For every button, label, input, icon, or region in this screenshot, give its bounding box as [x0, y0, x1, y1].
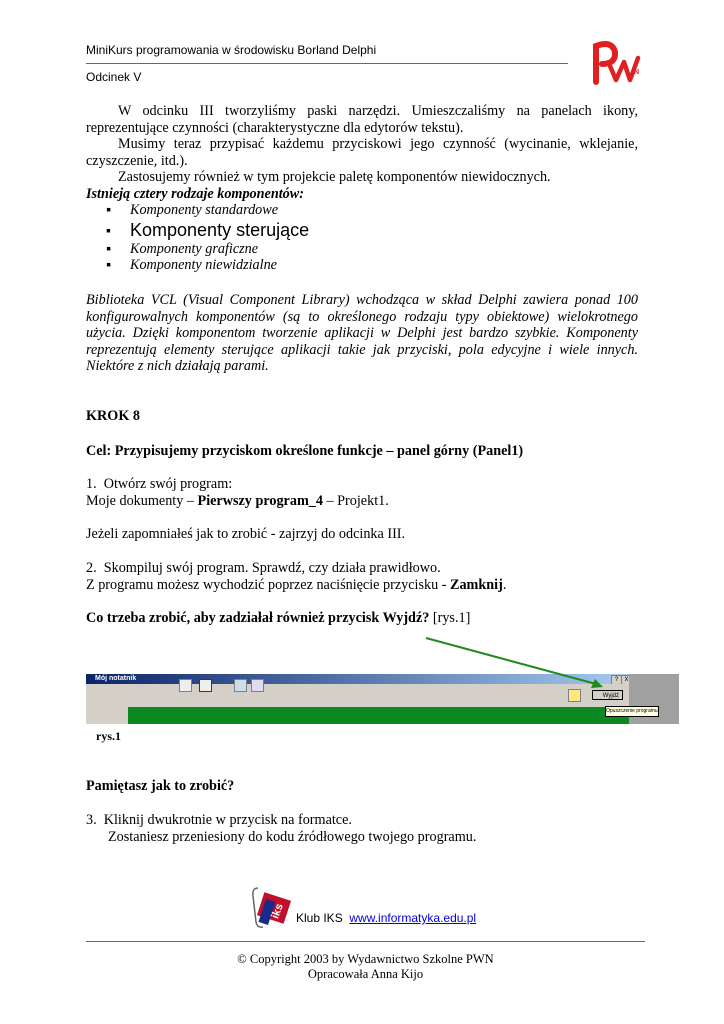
close-button[interactable]: X [621, 675, 632, 685]
pwn-logo [582, 38, 646, 88]
cut-icon[interactable] [234, 679, 247, 692]
vcl-paragraph: Biblioteka VCL (Visual Component Library) wchodząca w skład Delphi zawiera ponad 100 konfigurowalnych komponentów (są to określonego rodzaju typy obiektowe) wielokrotnego użycia. Dzięki komponentom tworzenie aplikacji w Delphi jest bardzo szybkie. Komponenty reprezentują elementy sterujące aplikacji takie jak przyciski, pola edycyjne i wiele innych. Niektóre z nich działają parami. [86, 292, 638, 374]
pointer-arrow [420, 632, 610, 692]
clear-icon[interactable] [251, 679, 264, 692]
green-panel [128, 707, 629, 724]
club-iks-logo [250, 882, 294, 932]
club-footer [296, 911, 476, 925]
list-item: ▪ Komponenty niewidzialne [86, 257, 638, 274]
list-item: ▪ Komponenty standardowe [86, 202, 638, 219]
step-goal: Cel: Przypisujemy przyciskom określone funkcje – panel górny (Panel1) [86, 443, 524, 459]
forgot-note: Jeżeli zapomniałeś jak to zrobić - zajrzyj do odcinka III. [86, 526, 406, 542]
club-url-link[interactable]: www.informatyka.edu.pl [349, 911, 477, 925]
item-number: 2. [86, 560, 97, 576]
course-title: MiniKurs programowania w środowisku Borland Delphi [86, 43, 377, 57]
project-path: Moje dokumenty – Pierwszy program_4 – Projekt1. [86, 492, 389, 509]
exit-button[interactable]: Wyjdź [592, 690, 623, 700]
header-divider [86, 63, 568, 64]
intro-paragraph-1: W odcinku III tworzyliśmy paski narzędzi. Umieszczaliśmy na panelach ikony, reprezentujące czynności (charakterystyczne dla edytorów tekstu). [86, 103, 638, 136]
step-item-1: 1. Otwórz swój program: [86, 476, 233, 492]
item-number: 3. [86, 812, 97, 828]
footer-divider [86, 941, 645, 942]
step-item-2: 2. Skompiluj swój program. Sprawdź, czy działa prawidłowo. [86, 560, 441, 576]
exit-question: Co trzeba zrobić, aby zadziałał również przycisk Wyjdź? [rys.1] [86, 610, 471, 626]
club-logo-text: iks [269, 901, 286, 921]
footer-credits [86, 952, 645, 982]
pwn-logo-text: N [634, 69, 640, 76]
list-item: ▪ Komponenty graficzne [86, 241, 638, 258]
remember-question: Pamiętasz jak to zrobić? [86, 778, 235, 794]
step-item-3-continued: Zostaniesz przeniesiony do kodu źródłowego twojego programu. [108, 828, 477, 845]
club-label: Klub IKS [296, 911, 343, 925]
help-button[interactable]: ? [611, 675, 622, 685]
paste-icon[interactable] [179, 679, 192, 692]
list-item: ▪ Komponenty sterujące [86, 219, 638, 241]
step-item-3: 3. Kliknij dwukrotnie w przycisk na formatce. [86, 812, 352, 828]
component-types-list [86, 202, 638, 274]
item-number: 1. [86, 476, 97, 492]
component-types-heading: Istnieją cztery rodzaje komponentów: [86, 185, 304, 202]
intro-paragraph-3: Zastosujemy również w tym projekcie paletę komponentów niewidocznych. [118, 169, 551, 185]
copyright: © Copyright 2003 by Wydawnictwo Szkolne PWN [237, 952, 494, 966]
step-title: KROK 8 [86, 408, 140, 424]
intro-paragraph-2: Musimy teraz przypisać każdemu przyciskowi jego czynność (wycinanie, wklejanie, czyszczenie, itd.). [86, 136, 638, 169]
exit-tooltip: Opuszczenie programu [605, 706, 659, 717]
episode-label: Odcinek V [86, 70, 142, 84]
copy-icon[interactable] [199, 679, 212, 692]
author: Opracowała Anna Kijo [307, 967, 424, 981]
window-title: Mój notatnik [95, 675, 137, 682]
exit-instruction: Z programu możesz wychodzić poprzez naciśnięcie przycisku - Zamknij. [86, 576, 507, 593]
figure-caption: rys.1 [96, 729, 121, 743]
